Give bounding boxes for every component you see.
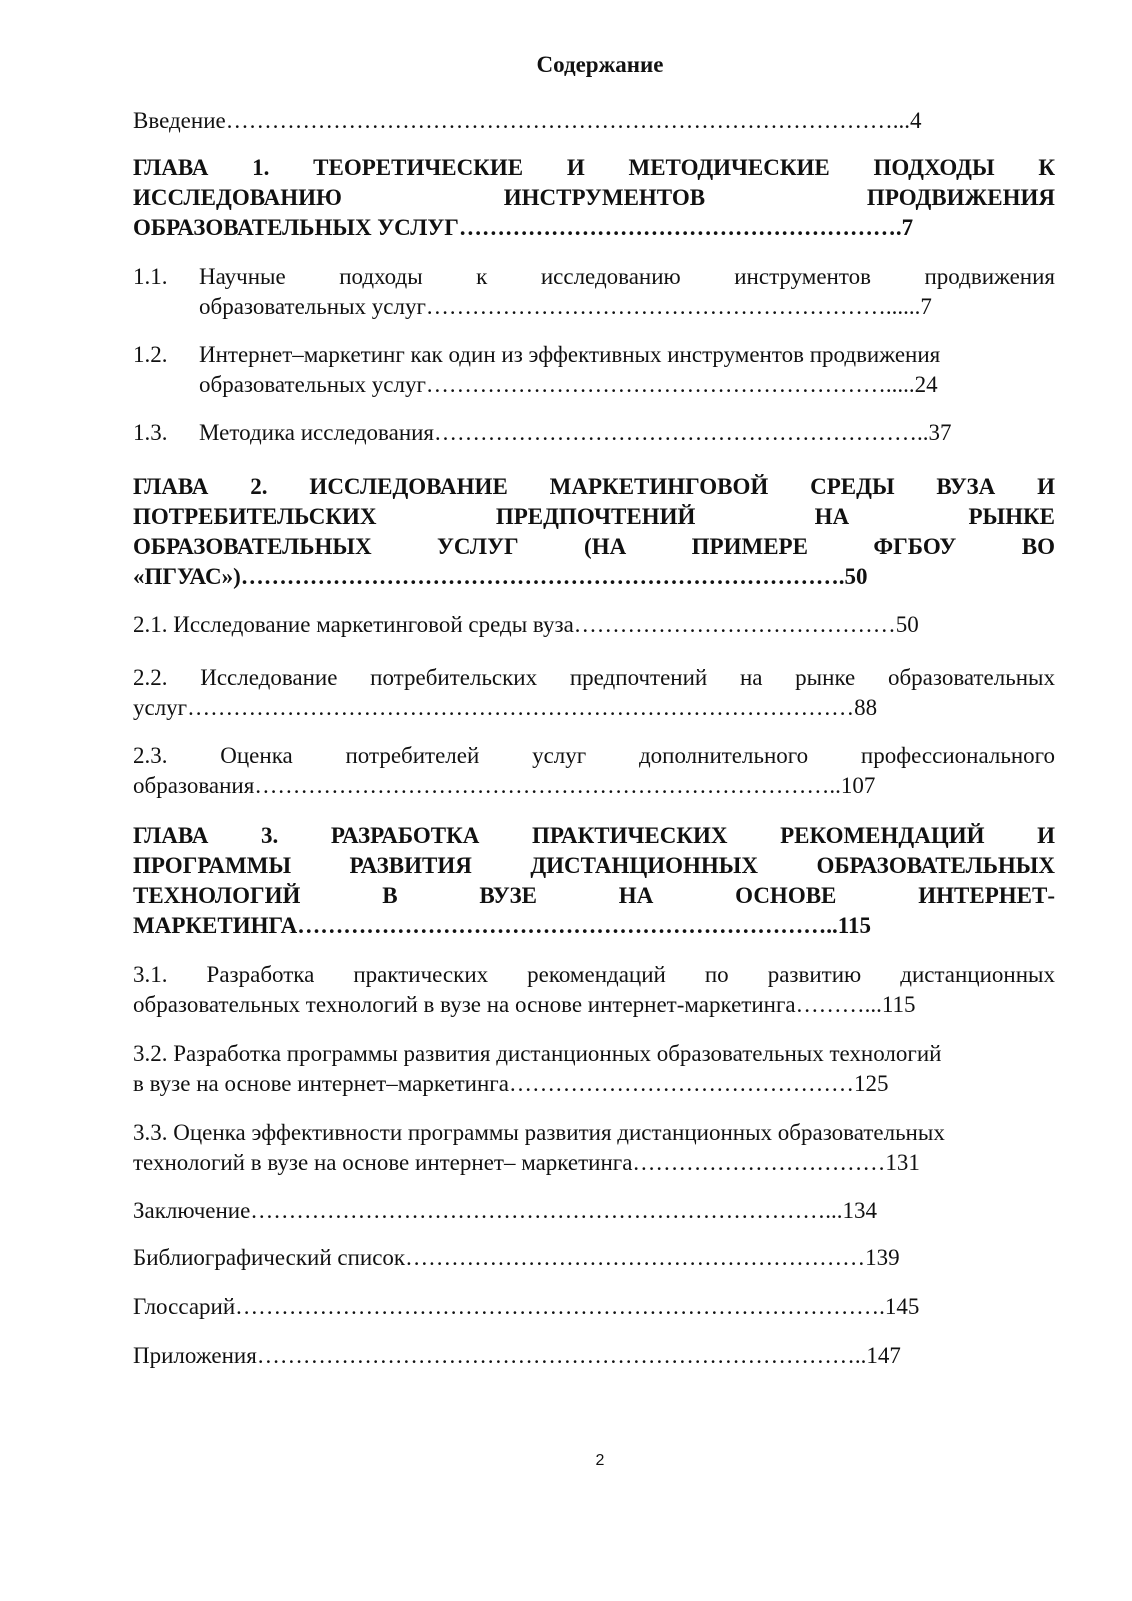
toc-chapter-1-line-1: ГЛАВА 1. ТЕОРЕТИЧЕСКИЕ И МЕТОДИЧЕСКИЕ ПОДХОДЫ К <box>133 155 1055 180</box>
toc-entry-introduction: Введение……………………………………………………………………………...4 <box>133 108 922 133</box>
toc-chapter-2-line-4: «ПГУАС»)…………………………………………………………………….50 <box>133 564 868 589</box>
toc-section-3-2-line-2: в вузе на основе интернет–маркетинга………………………………………125 <box>133 1071 889 1096</box>
toc-chapter-2-line-1: ГЛАВА 2. ИССЛЕДОВАНИЕ МАРКЕТИНГОВОЙ СРЕДЫ ВУЗА И <box>133 474 1055 499</box>
toc-entry-conclusion: Заключение…………………………………………………………………...134 <box>133 1198 878 1223</box>
toc-chapter-3-line-3: ТЕХНОЛОГИЙ В ВУЗЕ НА ОСНОВЕ ИНТЕРНЕТ- <box>133 883 1055 908</box>
toc-section-3-3-line-2: технологий в вузе на основе интернет– маркетинга……………………………131 <box>133 1150 920 1175</box>
toc-section-1-2-line-1: Интернет–маркетинг как один из эффективных инструментов продвижения <box>199 342 941 367</box>
toc-section-1-1-line-2: образовательных услуг……………………………………………………......7 <box>199 294 932 319</box>
toc-section-1-2-number: 1.2. <box>133 342 168 367</box>
toc-section-2-3-line-2: образования…………………………………………………………………..107 <box>133 773 876 798</box>
toc-chapter-2-line-2: ПОТРЕБИТЕЛЬСКИХ ПРЕДПОЧТЕНИЙ НА РЫНКЕ <box>133 504 1055 529</box>
toc-entry-appendix: Приложения……………………………………………………………………..147 <box>133 1343 901 1368</box>
toc-section-3-2-line-1: 3.2. Разработка программы развития дистанционных образовательных технологий <box>133 1041 942 1066</box>
toc-section-1-3-number: 1.3. <box>133 420 168 445</box>
toc-chapter-2-line-3: ОБРАЗОВАТЕЛЬНЫХ УСЛУГ (НА ПРИМЕРЕ ФГБОУ ВО <box>133 534 1055 559</box>
toc-chapter-3-line-1: ГЛАВА 3. РАЗРАБОТКА ПРАКТИЧЕСКИХ РЕКОМЕНДАЦИЙ И <box>133 823 1055 848</box>
toc-section-3-1-line-1: 3.1. Разработка практических рекомендаций по развитию дистанционных <box>133 962 1055 987</box>
toc-entry-bibliography: Библиографический список……………………………………………………139 <box>133 1245 900 1270</box>
toc-section-1-1-line-1: Научные подходы к исследованию инструментов продвижения <box>199 264 1055 289</box>
toc-section-1-3-line-1: Методика исследования………………………………………………………..37 <box>199 420 952 445</box>
toc-section-3-3-line-1: 3.3. Оценка эффективности программы развития дистанционных образовательных <box>133 1120 945 1145</box>
toc-title: Содержание <box>536 52 664 77</box>
toc-chapter-3-line-4: МАРКЕТИНГА……………………………………………………………..115 <box>133 913 871 938</box>
toc-section-1-1-number: 1.1. <box>133 264 168 289</box>
toc-chapter-3-line-2: ПРОГРАММЫ РАЗВИТИЯ ДИСТАНЦИОННЫХ ОБРАЗОВАТЕЛЬНЫХ <box>133 853 1055 878</box>
page-number: 2 <box>595 1452 605 1469</box>
toc-section-2-1: 2.1. Исследование маркетинговой среды вуза……………………………………50 <box>133 612 919 637</box>
toc-section-2-3-line-1: 2.3. Оценка потребителей услуг дополнительного профессионального <box>133 743 1055 768</box>
toc-section-2-2-line-2: услуг……………………………………………………………………………88 <box>133 695 878 720</box>
toc-chapter-1-line-3: ОБРАЗОВАТЕЛЬНЫХ УСЛУГ………………………………………………….7 <box>133 215 914 240</box>
toc-entry-glossary: Глоссарий………………………………………………………………………….145 <box>133 1294 920 1319</box>
toc-chapter-1-line-2: ИССЛЕДОВАНИЮ ИНСТРУМЕНТОВ ПРОДВИЖЕНИЯ <box>133 185 1055 210</box>
toc-section-2-2-line-1: 2.2. Исследование потребительских предпочтений на рынке образовательных <box>133 665 1055 690</box>
toc-section-1-2-line-2: образовательных услуг…………………………………………………….....24 <box>199 372 938 397</box>
toc-section-3-1-line-2: образовательных технологий в вузе на основе интернет-маркетинга………...115 <box>133 992 916 1017</box>
